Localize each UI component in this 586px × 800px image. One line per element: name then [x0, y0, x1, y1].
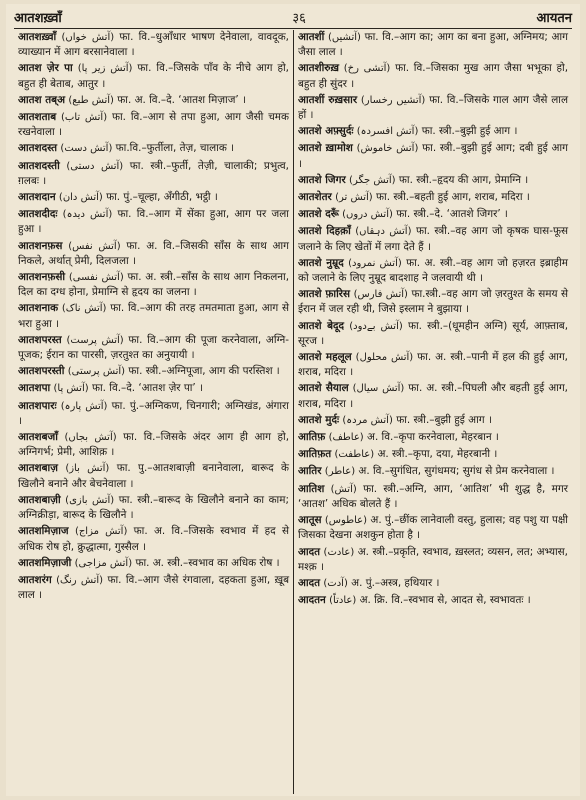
entry-definition: फा. अ. वि.–दे. ‘आतश मिज़ाज’ ।	[117, 93, 246, 106]
entry-urdu-spelling: (آتش جگر)	[349, 174, 396, 186]
entry-headword: आतशदस्ती	[18, 159, 60, 172]
right-column	[293, 30, 572, 794]
entry-urdu-spelling: (آتش طبع)	[68, 94, 114, 106]
entry-headword: आतशबाज़ी	[18, 493, 61, 506]
dictionary-entry	[298, 319, 568, 348]
entry-definition: फा. स्त्री.–वह आग जो कृषक घास-फूस जलाने के लिए खेतों में लगा देते हैं ।	[298, 225, 568, 253]
left-column	[14, 30, 293, 794]
entry-urdu-spelling: (عاطف)	[328, 432, 364, 444]
entry-headword: आदतन	[298, 594, 326, 607]
entry-urdu-spelling: (آتشی رخ)	[343, 63, 391, 75]
entry-definition: फा. वि.–आग जैसे रंगवाला, दहकता हुआ, ख़ूब लाल ।	[18, 573, 289, 602]
dictionary-entry	[298, 513, 568, 542]
dictionary-entry	[298, 256, 568, 285]
entry-urdu-spelling: (آتش مزاج)	[74, 526, 128, 538]
entry-urdu-spelling: (آتش پا)	[53, 383, 89, 395]
dictionary-entry	[298, 61, 568, 90]
entry-urdu-spelling: (آتشیں)	[327, 32, 361, 43]
entry-headword: आतशदान	[18, 191, 56, 204]
entry-urdu-spelling: (آتش سیال)	[352, 383, 405, 395]
entry-headword: आतश तब्अ	[18, 93, 66, 106]
entry-definition: अ. पुं.–छींक लानेवाली वस्तु, हुलास; वह पशु या पक्षी जिसका देखना अशकुन होता है ।	[298, 514, 568, 542]
entry-urdu-spelling: (آتش تر)	[335, 192, 373, 204]
entry-definition: फा.वि.–फुर्तीला, तेज़, चालाक ।	[115, 142, 235, 155]
entry-headword: आतशे ख़ामोश	[298, 142, 353, 155]
dictionary-entry	[298, 190, 568, 205]
entry-headword: आतशदस्त	[18, 142, 58, 155]
entry-urdu-spelling: (آتش دیدہ)	[62, 209, 113, 221]
columns	[14, 30, 572, 794]
entry-urdu-spelling: (آتش پارہ)	[60, 400, 108, 412]
entry-urdu-spelling: (عاطفت)	[334, 449, 375, 461]
dictionary-entry	[18, 190, 289, 205]
entry-urdu-spelling: (آتش زیر پا)	[77, 63, 133, 75]
dictionary-entry	[18, 573, 289, 602]
entry-headword: आतिर	[298, 465, 322, 478]
entry-definition: फा. स्त्री.–बुझी हुई आग; दबी हुई आग ।	[298, 142, 568, 170]
entry-definition: फा.स्त्री.–वह आग जो ज़रतुश्त के समय से ईरान में जल रही थी, जिसे इस्लाम ने बुझाया ।	[298, 288, 568, 316]
entry-urdu-spelling: (آتش نفسی)	[68, 272, 124, 284]
entry-headword: आतशबाज़	[18, 462, 58, 475]
entry-headword: आतशे बेदूद	[298, 319, 345, 332]
right-guide-word: आयतन	[536, 11, 572, 26]
entry-urdu-spelling: (آتش ناک)	[61, 303, 107, 315]
entry-urdu-spelling: (عادتاً)	[329, 595, 357, 607]
dictionary-entry	[298, 447, 568, 462]
entry-definition: फा. वि.–आग की पूजा करनेवाला, अग्नि-पूजक; ईरान का पारसी, ज़रतुश्त का अनुयायी ।	[18, 333, 289, 362]
entry-urdu-spelling: (آتش دروں)	[342, 209, 393, 221]
entry-definition: फा. वि.–दे. ‘आतश ज़ेर पा’ ।	[91, 382, 203, 395]
dictionary-entry	[18, 61, 289, 90]
entry-headword: आदत	[298, 576, 321, 589]
entry-headword: आतशमिज़ाज	[18, 525, 69, 538]
dictionary-entry	[298, 350, 568, 379]
entry-urdu-spelling: (آتش مزاجی)	[74, 557, 133, 569]
entry-definition: फा. अ. स्त्री.–स्वभाव का अधिक रोष ।	[135, 556, 280, 569]
entry-urdu-spelling: (عاطر)	[324, 466, 356, 478]
entry-headword: आतशे अफ़्सुर्दः	[298, 125, 354, 138]
entry-urdu-spelling: (آتش دست)	[60, 143, 113, 155]
entry-headword: आतशे दिहक़ाँ	[298, 225, 351, 238]
dictionary-entry	[298, 141, 568, 170]
entry-headword: आतशे जिगर	[298, 173, 346, 186]
entry-definition: फा. वि.–जिसके अंदर आग ही आग हो, अग्निगर्भ; प्रेमी, आशिक़ ।	[18, 431, 290, 459]
dictionary-entry	[18, 381, 289, 396]
entry-definition: फा. स्त्री.–हृदय की आग, प्रेमाग्नि ।	[398, 173, 529, 186]
dictionary-entry	[18, 93, 289, 108]
entry-headword: आतशनफ़स	[18, 239, 63, 252]
entry-definition: फा. वि.–आग की तरह तमतमाता हुआ, आग से भरा हुआ ।	[18, 302, 289, 330]
entry-urdu-spelling: (عادت)	[323, 546, 355, 558]
dictionary-entry	[18, 364, 289, 379]
entry-headword: आतशे नुम्रूद	[298, 256, 344, 269]
entry-urdu-spelling: (آتش پرستی)	[67, 366, 126, 378]
dictionary-entry	[298, 464, 568, 479]
dictionary-entry	[18, 30, 289, 59]
entry-urdu-spelling: (آتش فارس)	[353, 289, 408, 301]
entry-definition: फा. वि.–जिसके पाँव के नीचे आग हो, बहुत ही बेताब, आतुर ।	[18, 62, 289, 90]
dictionary-entry	[18, 110, 289, 139]
entry-headword: आतशदीदः	[18, 208, 58, 221]
entry-headword: आतिफ़त	[298, 448, 332, 461]
entry-urdu-spelling: (آتش بےدود)	[349, 320, 403, 332]
entry-definition: फा. अ. स्त्री.–साँस के साथ आग निकलना, दिल का दग्ध होना, प्रेमाग्नि से हृदय का जलना ।	[18, 271, 290, 299]
entry-headword: आतशपरस्त	[18, 333, 62, 346]
entry-definition: फा. स्त्री.–अग्निपूजा, आग की परस्तिश ।	[128, 365, 280, 378]
entry-urdu-spelling: (آتش دہقاں)	[355, 226, 412, 238]
dictionary-entry	[298, 576, 568, 591]
entry-urdu-spelling: (آتش نفس)	[68, 240, 121, 252]
entry-definition: फा. अ. स्त्री.–पिघली और बहती हुई आग, शराब, मदिरा ।	[298, 382, 568, 410]
entry-urdu-spelling: (آتش رنگ)	[56, 574, 104, 586]
dictionary-entry	[18, 399, 289, 428]
entry-definition: फा. स्त्री.–दे. ‘आतशे जिगर’ ।	[396, 208, 508, 221]
dictionary-entry	[18, 493, 289, 522]
entry-definition: फा. पुं.–अग्निकण, चिनगारी; अग्निखंड, अंगारा ।	[18, 399, 289, 427]
entry-urdu-spelling: (آتش نمرود)	[348, 257, 402, 269]
entry-headword: आतूस	[298, 514, 322, 527]
entry-definition: फा. वि.–आग में सेंका हुआ, आग पर जला हुआ ।	[18, 208, 289, 236]
entry-definition: अ. स्त्री.–कृपा, दया, मेहरबानी ।	[377, 448, 498, 461]
entry-headword: आतशे फ़ारिस	[298, 288, 351, 301]
entry-urdu-spelling: (آتش دان)	[58, 192, 103, 204]
dictionary-entry	[298, 173, 568, 188]
entry-headword: आदत	[298, 545, 321, 558]
dictionary-entry	[298, 413, 568, 428]
dictionary-entry	[18, 430, 289, 459]
entry-headword: आतशेतर	[298, 191, 332, 204]
dictionary-entry	[18, 141, 289, 156]
dictionary-entry	[298, 430, 568, 445]
entry-urdu-spelling: (آتش محلول)	[355, 352, 414, 364]
entry-headword: आतशे महलूल	[298, 351, 352, 364]
entry-definition: फा. वि.–धुआँधार भाषण देनेवाला, वावदूक, व्याख्यान में आग बरसानेवाला ।	[18, 31, 289, 59]
dictionary-entry	[298, 124, 568, 139]
page-header	[14, 6, 572, 29]
entry-definition: फा. स्त्री.–बारूद के खिलौने बनाने का काम; अग्निक्रीड़ा, बारूद के खिलौने ।	[18, 493, 289, 522]
entry-definition: फा. अ. वि.–जिसकी साँस के साथ आग निकले, अर्थात् प्रेमी, दिलजला ।	[18, 239, 289, 267]
entry-headword: आतशबजाँ	[18, 431, 58, 444]
dictionary-entry	[298, 93, 568, 122]
dictionary-entry	[18, 207, 289, 236]
entry-definition: फा. वि.–जिसके गाल आग जैसे लाल हों ।	[298, 93, 568, 122]
dictionary-entry	[18, 524, 289, 553]
entry-headword: आतशे दरूँ	[298, 208, 339, 221]
entry-definition: अ. पुं.–अस्त्र, हथियार ।	[351, 576, 440, 589]
dictionary-page	[6, 4, 580, 796]
dictionary-entry	[18, 239, 289, 268]
page-number: ३६	[292, 11, 306, 26]
entry-headword: आतशनफ़सी	[18, 271, 66, 284]
dictionary-entry	[298, 482, 568, 511]
entry-definition: फा. स्त्री.–बुझी हुई आग ।	[421, 125, 518, 138]
left-guide-word: आतशख़्वाँ	[14, 11, 62, 26]
entry-headword: आतशनाक	[18, 302, 59, 315]
entry-headword: आतशीरुख़	[298, 62, 340, 75]
entry-urdu-spelling: (آتش)	[330, 483, 357, 495]
entry-urdu-spelling: (آدت)	[323, 577, 348, 589]
entry-urdu-spelling: (آتش باز)	[65, 463, 110, 475]
entry-definition: अ. वि.–कृपा करनेवाला, मेहरबान ।	[367, 431, 499, 444]
entry-urdu-spelling: (آتش بازی)	[65, 494, 115, 506]
entry-headword: आतशपा	[18, 382, 51, 395]
dictionary-entry	[298, 545, 568, 574]
entry-urdu-spelling: (آتش خواں)	[61, 32, 115, 43]
entry-definition: फा. वि.–जिसका मुख आग जैसा भभूका हो, बहुत ही सुंदर ।	[298, 62, 568, 90]
entry-urdu-spelling: (آتش مردہ)	[342, 414, 393, 426]
dictionary-entry	[18, 301, 289, 330]
entry-definition: फा. पु.–आतशबाज़ी बनानेवाला, बारूद के खिलौने बनाने और बेचनेवाला ।	[18, 462, 289, 490]
entry-definition: फा. स्त्री.–बहती हुई आग, शराब, मदिरा ।	[376, 191, 530, 204]
dictionary-entry	[18, 461, 289, 490]
entry-definition: फा. पुं.–चूल्हा, अँगीठी, भट्ठी ।	[106, 191, 218, 204]
entry-headword: आतशख़्वाँ	[18, 31, 57, 43]
entry-definition: फा. अ. वि.–जिसके स्वभाव में हद से अधिक रोष हो, क्रुद्धात्मा, गुस्सैल ।	[18, 525, 289, 553]
entry-urdu-spelling: (آتش پرست)	[66, 334, 124, 346]
entry-definition: अ. स्त्री.–प्रकृति, स्वभाव, ख़स्लत; व्यसन, लत; अभ्यास, मश्क़ ।	[298, 545, 568, 573]
entry-headword: आतशमिज़ाजी	[18, 556, 72, 569]
entry-definition: फा. स्त्री.–अग्नि, आग, ‘आतिश’ भी शुद्ध है, मगर ‘आतश’ अधिक बोलते हैं ।	[298, 482, 568, 510]
entry-urdu-spelling: (آتش افسردہ)	[356, 126, 419, 138]
entry-urdu-spelling: (آتش تاب)	[61, 112, 108, 124]
dictionary-entry	[18, 556, 289, 571]
entry-headword: आतशीं रुख़सार	[298, 93, 358, 106]
entry-headword: आतशरंग	[18, 573, 52, 586]
dictionary-entry	[298, 287, 568, 316]
entry-definition: फा. अ. स्त्री.–वह आग जो हज़रत इब्राहीम को जलाने के लिए नुम्रूद बादशाह ने जलवायी थी ।	[298, 256, 568, 285]
entry-headword: आतशपरस्ती	[18, 365, 65, 378]
dictionary-entry	[18, 159, 289, 188]
dictionary-entry	[298, 207, 568, 222]
entry-urdu-spelling: (آتش دستی)	[66, 160, 124, 172]
entry-definition: अ. क्रि. वि.–स्वभाव से, आदत से, स्वभावतः ।	[359, 594, 531, 607]
dictionary-entry	[18, 333, 289, 362]
entry-definition: फा. अ. स्त्री.–पानी में हल की हुई आग, शराब, मदिरा ।	[298, 351, 568, 379]
entry-headword: आतश ज़ेर पा	[18, 62, 73, 75]
dictionary-entry	[298, 224, 568, 253]
entry-definition: फा. स्त्री.–फुर्ती, तेज़ी, चालाकी; प्रभुत्व, ग़लबः ।	[18, 159, 289, 187]
entry-definition: फा. स्त्री.–(धूमहीन अग्नि) सूर्य, आफ़्ताब, सूरज ।	[298, 319, 568, 347]
entry-definition: अ. वि.–सुगंधित, सुगंधमय; सुगंध से प्रेम करनेवाला ।	[358, 465, 555, 478]
entry-definition: फा. वि.–आग का; आग का बना हुआ, अग्निमय; आग जैसा लाल ।	[298, 31, 568, 59]
entry-definition: फा. स्त्री.–बुझी हुई आग ।	[396, 413, 492, 426]
dictionary-entry	[298, 381, 568, 410]
entry-urdu-spelling: (آتش خاموش)	[356, 143, 419, 155]
entry-headword: आतशीं	[298, 31, 325, 43]
entry-definition: फा. वि.–आग से तपा हुआ, आग जैसी चमक रखनेवाला ।	[18, 111, 289, 139]
entry-urdu-spelling: (عاطوس)	[324, 515, 368, 527]
entry-headword: आतिफ़	[298, 431, 326, 444]
entry-headword: आतशे मुर्दः	[298, 413, 340, 426]
dictionary-entry	[298, 30, 568, 59]
dictionary-entry	[298, 593, 568, 608]
entry-headword: आतिश	[298, 482, 325, 495]
dictionary-entry	[18, 270, 289, 299]
entry-urdu-spelling: (آتشیں رخسار)	[360, 94, 426, 106]
entry-urdu-spelling: (آتش بجاں)	[64, 432, 117, 444]
entry-headword: आतशताब	[18, 111, 57, 124]
entry-headword: आतशे सैयाल	[298, 382, 349, 395]
entry-headword: आतशपारः	[18, 399, 57, 412]
